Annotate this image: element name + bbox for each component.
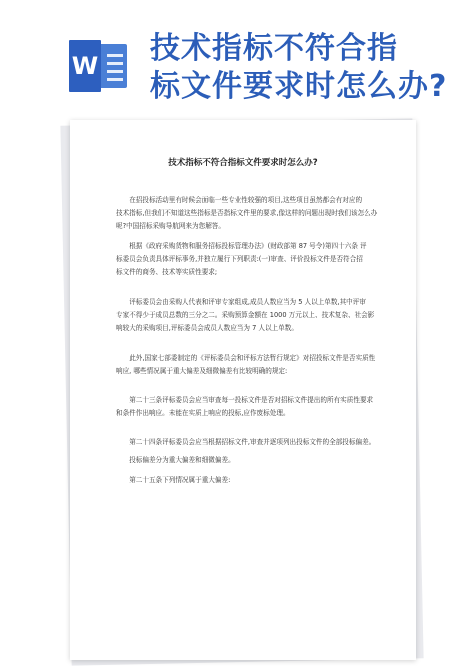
document-page (70, 120, 416, 660)
paragraph-law-basis: 根据《政府采购货物和服务招标投标管理办法》(财政部第 87 号令)第四十六条 评 标委员会负责具体评标事务,并独立履行下列职责:(一)审查、评价投标文件是否符合招 标文件的商务、技术等实质性要求; (116, 242, 367, 276)
paragraph-article-23: 第二十三条评标委员会应当审查每一投标文件是否对招标文件提出的所有实质性要求 和条件作出响应。未能在实质上响应的投标,应作废标处理。 (116, 396, 374, 417)
paragraph-article-24: 第二十四条评标委员会应当根据招标文件,审查并逐项列出投标文件的全部投标偏差。 (129, 438, 376, 446)
paragraph-article-25: 第二十五条下列情况属于重大偏差: (129, 476, 231, 484)
word-icon-badge: W (69, 40, 101, 92)
title-line-2: 标文件要求时怎么办? (150, 69, 448, 104)
paragraph-deviation-types: 投标偏差分为重大偏差和细微偏差。 (129, 456, 235, 464)
paragraph-regulation: 此外,国家七部委制定的《评标委员会和评标方法暂行规定》对招投标文件是否实质性 响应, 哪些情况属于重大偏差及细微偏差有比较明确的规定: (116, 354, 376, 375)
page-title (150, 30, 470, 106)
document-title: 技术指标不符合指标文件要求时怎么办? (168, 158, 318, 168)
paragraph-intro: 在招投标活动里有时候会面临一些专业性较强的项目,这些项目虽然都会有对应的 技术指标,但我们不知道这些指标是否指标文件里的要求,像这样的问题出现时我们该怎么办 呢?中国招标采购导航网来为您解答。 (116, 196, 378, 230)
header-banner (0, 0, 474, 118)
title-line-1: 技术指标不符合指 (150, 31, 398, 66)
paragraph-committee: 评标委员会由采购人代表和评审专家组成,成员人数应当为 5 人以上单数,其中评审 专家不得少于成员总数的三分之二。采购预算金额在 1000 万元以上、技术复杂、社会影 响较大的采购项目,评标委员会成员人数应当为 7 人以上单数。 (116, 298, 375, 332)
word-document-icon (69, 40, 127, 92)
